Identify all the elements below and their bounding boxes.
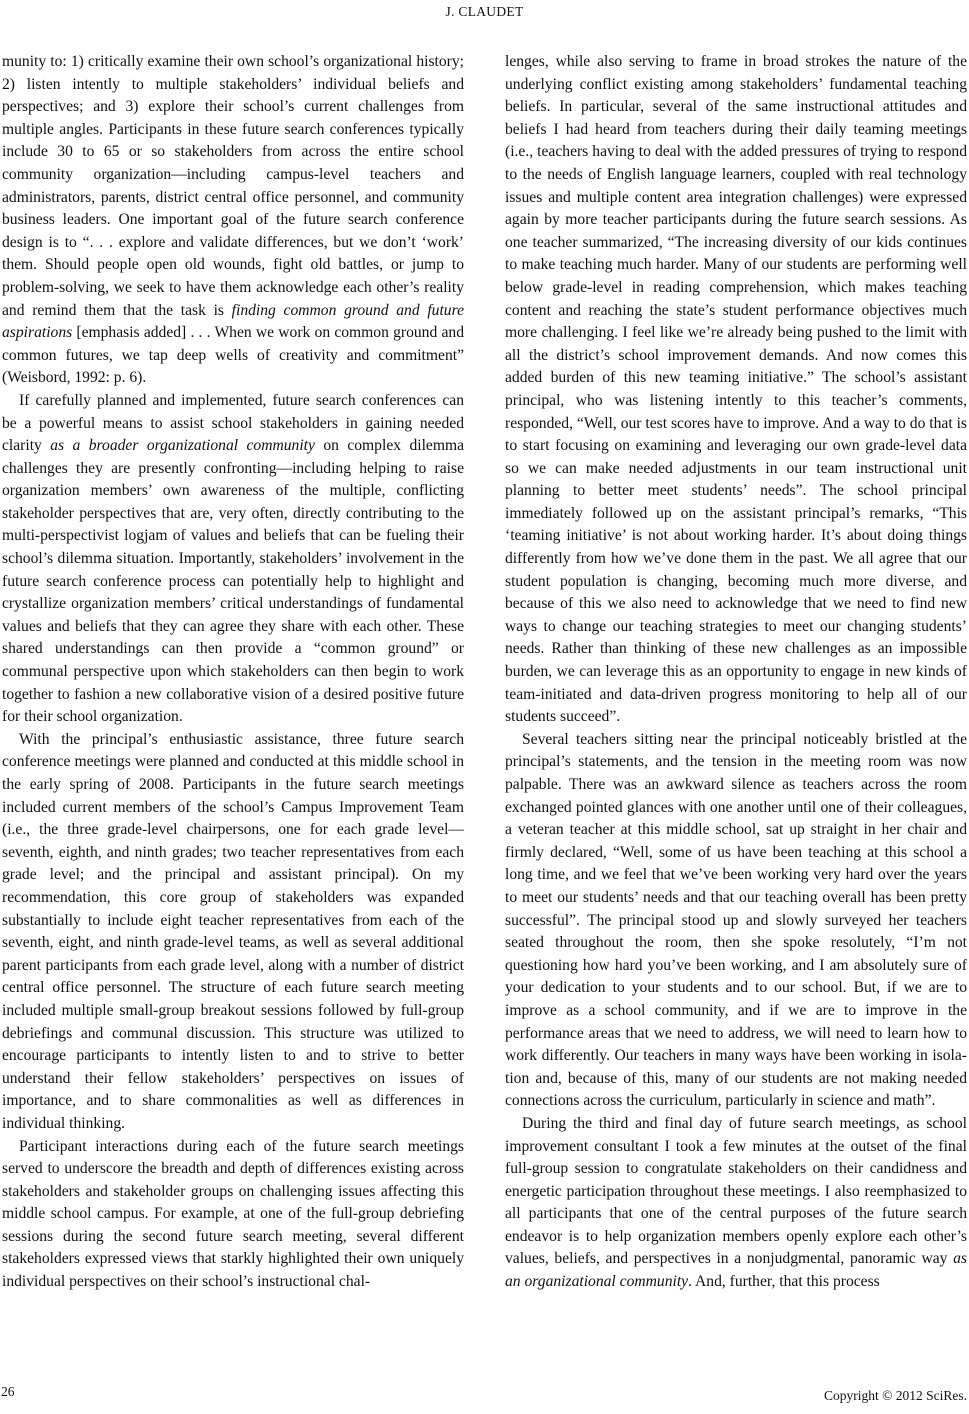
paragraph: Several teachers sitting near the principal noticeably bristled at the principal’s statements, and the tension in the meeting room was now palpable. There was an awkward silence as teachers across the room exchanged pointed glances with one another until one of their colleagues, a veteran teacher at this middle school, sat up straight in her chair and firmly declared, “Well, some of us have been teaching at this school a long time, and we feel that we’ve been working very hard over the years to meet our students’ needs and that our teaching overall has been pretty successful”. The principal stood up and slowly surveyed her teachers seated throughout the room, then she spoke resolutely, “I’m not questioning how hard you’ve been working, and I am absolutely sure of your dedication to your students and to our school. But, if we are to improve as a school community, and if we are to improve in the performance areas that we need to address, we will need to learn how to work differently. Our teachers in many ways have been working in isolation and, because of this, many of our students are not making needed connections across the curriculum, particularly in science and math”. bbox=[505, 730, 967, 1110]
emphasis-text: as an organizational community bbox=[505, 1250, 967, 1291]
left-column bbox=[2, 51, 464, 1294]
paragraph: If carefully planned and implemented, future search conferences can be a powerful means to assist school stakeholders in gaining needed clarity as a broader organizational community on complex dilemma challenges they are presently confronting—including helping to raise organization members’ own awareness of the multiple, conflicting stakeholder perspectives that are, very often, directly contributing to the multi-perspectivist logjam of values and beliefs that can be fueling their school’s dilemma situation. Importantly, stakeholders’ involvement in the future search conference process can potentially help to highlight and crystallize organization members’ critical understandings of fundamental values and beliefs that they can agree they share with each other. These shared understandings can then provide a “common ground” or communal perspective upon which stakeholders can then begin to work together to fashion a new collaborative vision of a desired positive future for their school organization. bbox=[2, 391, 465, 726]
emphasis-text: as a broader organizational community bbox=[50, 437, 315, 455]
paragraph: Participant interactions during each of the future search meetings served to underscore the breadth and depth of differences existing across stakeholders and stakeholder groups on challenging issues affecting this middle school campus. For example, at one of the full-group debriefing sessions during the second future search meeting, several different stakeholders expressed views that starkly highlighted their own uniquely individual perspectives on their school’s instructional chal- bbox=[2, 1137, 464, 1291]
paragraph: munity to: 1) critically examine their own school’s organizational history; 2) listen intently to multiple stakeholders’ individual beliefs and perspectives; and 3) explore their school’s current challenges from multiple angles. Participants in these future search conferences typically include 30 to 65 or so stakeholders from across the entire school community organization—including campus-level teachers and administrators, parents, district central office personnel, and community business leaders. One important goal of the future search conference design is to “. . . explore and validate differences, but we don’t ‘work’ them. Should people open old wounds, fight old battles, or jump to problem-solving, we seek to have them acknowledge each other’s reality and remind them that the task is finding common ground and future aspirations [emphasis added] . . . When we work on common ground and common futures, we tap deep wells of creativity and commitment” (Weisbord, 1992: p. 6). bbox=[2, 53, 464, 387]
page-number: 26 bbox=[1, 1384, 15, 1399]
right-column bbox=[505, 51, 967, 1294]
copyright-notice: Copyright © 2012 SciRes. bbox=[823, 1388, 967, 1403]
paragraph: With the principal’s enthusiastic assistance, three future search conference meetings were planned and conducted at this middle school in the early spring of 2008. Participants in the future search meetings included current members of the school’s Campus Improvement Team (i.e., the three grade-level chairpersons, one for each grade level—seventh, eighth, and ninth grades; two teacher representatives from each grade level; and the principal and assistant principal). On my recommendation, this core group of stakeholders was expanded substantially to include eight teacher representatives from each of the seventh, eight, and ninth grade-level teams, as well as several additional parent participants from each grade level, along with a number of district central office personnel. The structure of each future search meeting included multiple small-group breakout sessions followed by full-group debriefings and communal discussion. This structure was utilized to encourage participants to intently listen to and to strive to better understand their fellow stakeholders’ perspectives on issues of importance, and to share commonalities as well as differences in individual thinking. bbox=[2, 730, 464, 1132]
emphasis-text: finding common ground and future aspirations bbox=[2, 301, 464, 342]
paragraph: lenges, while also serving to frame in broad strokes the nature of the underlying conflict existing among stakeholders’ fundamental teaching beliefs. In particular, several of the same instructional attitudes and beliefs I had heard from teachers during their daily teaming meetings (i.e., teachers having to deal with the added pressures of trying to respond to the needs of English language learners, coupled with real technology issues and multiple content area integration challenges) were expressed again by more teacher participants during the future search sessions. As one teacher summarized, “The increasing diversity of our kids continues to make teaching much harder. Many of our students are performing well below grade-level in reading comprehension, which makes teaching content and reaching the state’s student performance objectives much more challenging. I feel like we’re already being pushed to the limit with all the district’s school improvement demands. And now comes this added burden of this new teaming initiative.” The school’s assistant principal, who was listening intently to this teacher’s comments, responded, “Well, our test scores have to improve. And a way to do that is to start focusing on examining and leveraging our own grade-level data so we can make needed adjustments in our team instructional unit planning to better meet students’ needs”. The school principal immediately followed up on the assistant principal’s remarks, “This ‘teaming initiative’ is not about working harder. It’s about doing things differently from how we’ve done them in the past. We all agree that our student population is changing, becoming much more diverse, and because of this we also need to acknowledge that we need to find new ways to change our teaching strategies to meet our changing students’ needs. Rather than thinking of these new challenges as an impossible burden, we can leverage this as an opportunity to engage in new kinds of team-initiated and data-driven progress monitoring to help all of our students succeed”. bbox=[505, 53, 967, 726]
running-head: J. CLAUDET bbox=[445, 4, 524, 19]
paragraph: During the third and final day of future search meetings, as school improvement consultant I took a few minutes at the outset of the final full-group session to congratulate stakeholders on their candidness and energetic participation throughout these meetings. I also reemphasized to all participants that one of the central purposes of the future search endeavor is to help organization members openly explore each other’s values, beliefs, and perspectives in a nonjudgmental, panoramic way as an organizational community. And, further, that this process bbox=[505, 1114, 967, 1291]
